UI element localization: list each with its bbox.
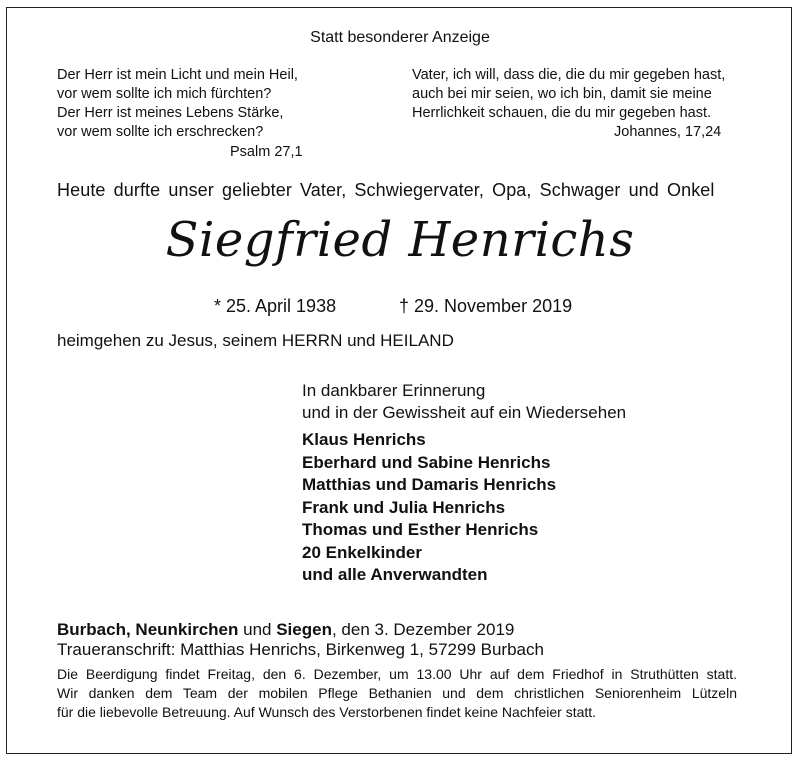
homegoing-line: heimgehen zu Jesus, seinem HERRN und HEILAND [57, 331, 454, 350]
verse-line: Der Herr ist meines Lebens Stärke, [57, 105, 284, 121]
verse-left-reference: Psalm 27,1 [230, 144, 303, 160]
verse-left [57, 66, 298, 142]
place-and-date [57, 620, 514, 640]
closing-line: und in der Gewissheit auf ein Wiedersehen [302, 403, 627, 422]
verse-right-reference: Johannes, 17,24 [614, 124, 722, 140]
funeral-line: Wir danken dem Team der mobilen Pflege Bethanien und dem christlichen Seniorenheim Lützeln [57, 685, 737, 701]
birth-date: * 25. April 1938 [214, 296, 337, 316]
mourner-name: Matthias und Damaris Henrichs [302, 475, 557, 494]
funeral-line: Die Beerdigung findet Freitag, den 6. Dezember, um 13.00 Uhr auf dem Friedhof in Struthütten statt. [57, 666, 737, 682]
verse-line: Herrlichkeit schauen, die du mir gegeben hast. [412, 105, 712, 121]
mourner-name: 20 Enkelkinder [302, 542, 423, 562]
notice-header: Statt besonderer Anzeige [310, 29, 490, 46]
mourning-address: Traueranschrift: Matthias Henrichs, Birkenweg 1, 57299 Burbach [57, 640, 544, 659]
deceased-name: Siegfried Henrichs [165, 212, 635, 268]
mourner-name: und alle Anverwandten [302, 565, 488, 584]
place-burbach: Burbach [57, 620, 126, 639]
death-date: † 29. November 2019 [399, 296, 573, 316]
place-separator: , [125, 620, 136, 639]
mourner-name: Eberhard und Sabine Henrichs [302, 452, 551, 472]
verse-line: vor wem sollte ich erschrecken? [57, 124, 264, 140]
place-conjunction: und [238, 620, 277, 639]
place-siegen: Siegen [276, 620, 332, 639]
mourners-list [302, 429, 556, 587]
verse-line: Der Herr ist mein Licht und mein Heil, [57, 67, 298, 83]
funeral-information [57, 665, 737, 722]
mourner-name: Frank und Julia Henrichs [302, 497, 506, 517]
verse-line: Vater, ich will, dass die, die du mir gegeben hast, [412, 67, 726, 83]
verse-right [412, 66, 725, 123]
closing-words [302, 380, 626, 424]
notice-date: , den 3. Dezember 2019 [331, 620, 515, 639]
mourner-name: Klaus Henrichs [302, 430, 426, 449]
place-neunkirchen: Neunkirchen [135, 620, 239, 639]
closing-line: In dankbarer Erinnerung [302, 381, 486, 400]
verse-line: auch bei mir seien, wo ich bin, damit sie meine [412, 86, 712, 102]
announcement-intro: Heute durfte unser geliebter Vater, Schwiegervater, Opa, Schwager und Onkel [57, 180, 715, 200]
mourner-name: Thomas und Esther Henrichs [302, 520, 539, 539]
funeral-line: für die liebevolle Betreuung. Auf Wunsch des Verstorbenen findet keine Nachfeier statt. [57, 704, 597, 720]
verse-line: vor wem sollte ich mich fürchten? [57, 86, 272, 102]
